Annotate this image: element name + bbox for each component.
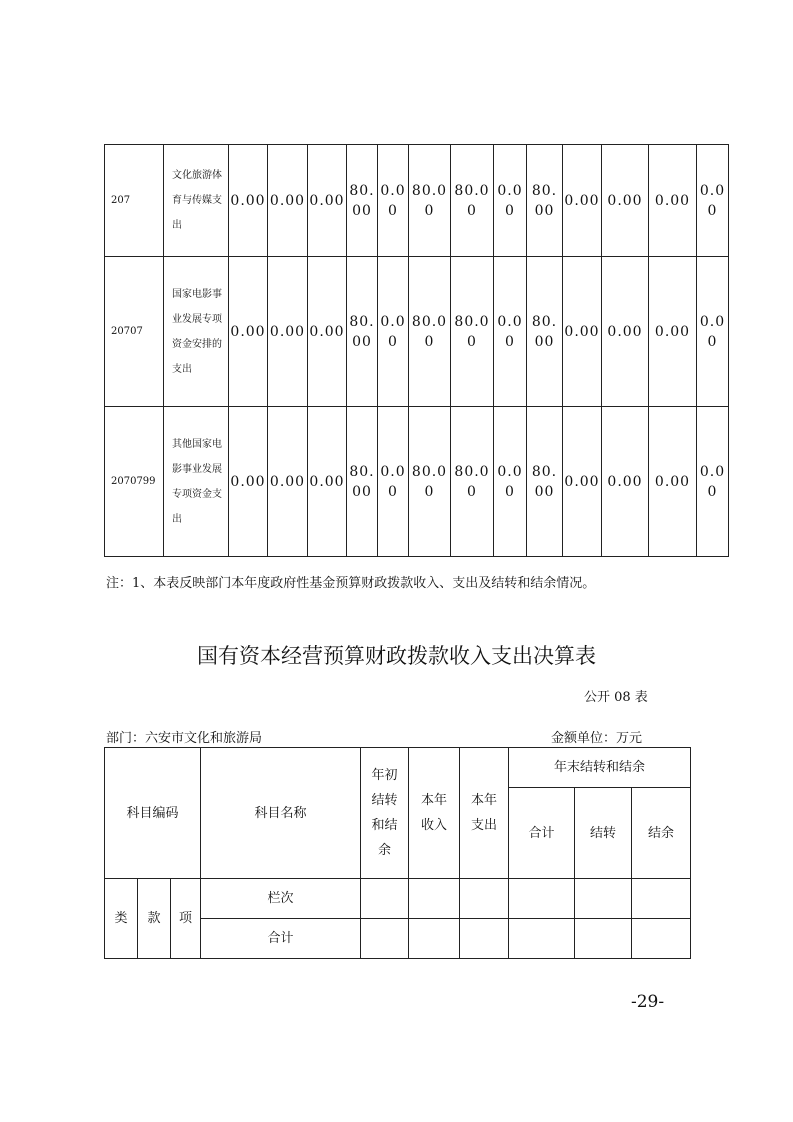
- subject-code-cell: 207: [105, 145, 164, 257]
- value-cell: 0.00: [649, 407, 697, 557]
- value-cell: 0.00: [378, 145, 409, 257]
- table-row: [105, 257, 729, 407]
- value-cell: 80.00: [409, 257, 451, 407]
- cell: [509, 879, 575, 919]
- header-subject-code: 科目编码: [105, 748, 201, 879]
- cell: [509, 919, 575, 959]
- state-capital-budget-table: [104, 747, 691, 959]
- value-cell: 0.00: [563, 145, 602, 257]
- value-cell: 0.00: [308, 145, 347, 257]
- subject-code-cell: 20707: [105, 257, 164, 407]
- value-cell: 0.00: [268, 145, 308, 257]
- header-carryover: 结转: [575, 788, 632, 879]
- header-item: 项: [171, 879, 201, 959]
- value-cell: 0.00: [229, 257, 268, 407]
- value-cell: 80.00: [451, 257, 494, 407]
- header-expense: 本年支出: [460, 748, 509, 879]
- value-cell: 0.00: [494, 145, 527, 257]
- value-cell: 0.00: [308, 407, 347, 557]
- value-cell: 80.00: [451, 145, 494, 257]
- value-cell: 0.00: [494, 257, 527, 407]
- value-cell: 0.00: [602, 257, 649, 407]
- header-surplus: 结余: [632, 788, 691, 879]
- header-ending-balance: 年末结转和结余: [509, 748, 691, 788]
- value-cell: 0.00: [649, 145, 697, 257]
- cell: [409, 879, 460, 919]
- department-label: 部门：六安市文化和旅游局: [106, 731, 263, 746]
- value-cell: 0.00: [229, 407, 268, 557]
- cell: [632, 879, 691, 919]
- value-cell: 0.00: [229, 145, 268, 257]
- cell: [361, 879, 409, 919]
- subject-name-cell: 其他国家电影事业发展专项资金支出: [164, 407, 229, 557]
- value-cell: 0.00: [268, 407, 308, 557]
- cell: [575, 919, 632, 959]
- value-cell: 0.00: [602, 145, 649, 257]
- cell: [460, 919, 509, 959]
- subject-code-cell: 2070799: [105, 407, 164, 557]
- page-number: -29-: [631, 992, 665, 1012]
- value-cell: 0.00: [268, 257, 308, 407]
- value-cell: 0.00: [494, 407, 527, 557]
- value-cell: 80.00: [347, 145, 378, 257]
- value-cell: 80.00: [347, 257, 378, 407]
- header-income: 本年收入: [409, 748, 460, 879]
- row-total-label: 合计: [201, 919, 361, 959]
- value-cell: 0.00: [378, 407, 409, 557]
- header-beginning-balance: 年初结转和结余: [361, 748, 409, 879]
- header-kind: 类: [105, 879, 138, 959]
- cell: [460, 879, 509, 919]
- value-cell: 0.00: [649, 257, 697, 407]
- header-section: 款: [138, 879, 171, 959]
- value-cell: 80.00: [409, 407, 451, 557]
- subject-name-cell: 文化旅游体育与传媒支出: [164, 145, 229, 257]
- cell: [409, 919, 460, 959]
- value-cell: 0.00: [563, 257, 602, 407]
- form-number: 公开 08 表: [584, 690, 648, 705]
- cell: [575, 879, 632, 919]
- value-cell: 80.00: [527, 145, 563, 257]
- value-cell: 0.00: [697, 145, 729, 257]
- subject-name-cell: 国家电影事业发展专项资金安排的支出: [164, 257, 229, 407]
- cell: [632, 919, 691, 959]
- amount-unit-label: 金额单位：万元: [551, 731, 643, 746]
- row-column-label: 栏次: [201, 879, 361, 919]
- header-total: 合计: [509, 788, 575, 879]
- value-cell: 0.00: [602, 407, 649, 557]
- page-title: 国有资本经营预算财政拨款收入支出决算表: [197, 644, 596, 668]
- table-note: 注：1、本表反映部门本年度政府性基金预算财政拨款收入、支出及结转和结余情况。: [106, 576, 596, 591]
- value-cell: 0.00: [308, 257, 347, 407]
- value-cell: 80.00: [527, 257, 563, 407]
- table-row: [105, 407, 729, 557]
- value-cell: 80.00: [409, 145, 451, 257]
- table-row: [105, 145, 729, 257]
- header-subject-name: 科目名称: [201, 748, 361, 879]
- value-cell: 0.00: [697, 257, 729, 407]
- cell: [361, 919, 409, 959]
- value-cell: 80.00: [347, 407, 378, 557]
- value-cell: 80.00: [451, 407, 494, 557]
- fund-budget-table: [104, 144, 729, 557]
- value-cell: 0.00: [378, 257, 409, 407]
- value-cell: 0.00: [697, 407, 729, 557]
- value-cell: 0.00: [563, 407, 602, 557]
- value-cell: 80.00: [527, 407, 563, 557]
